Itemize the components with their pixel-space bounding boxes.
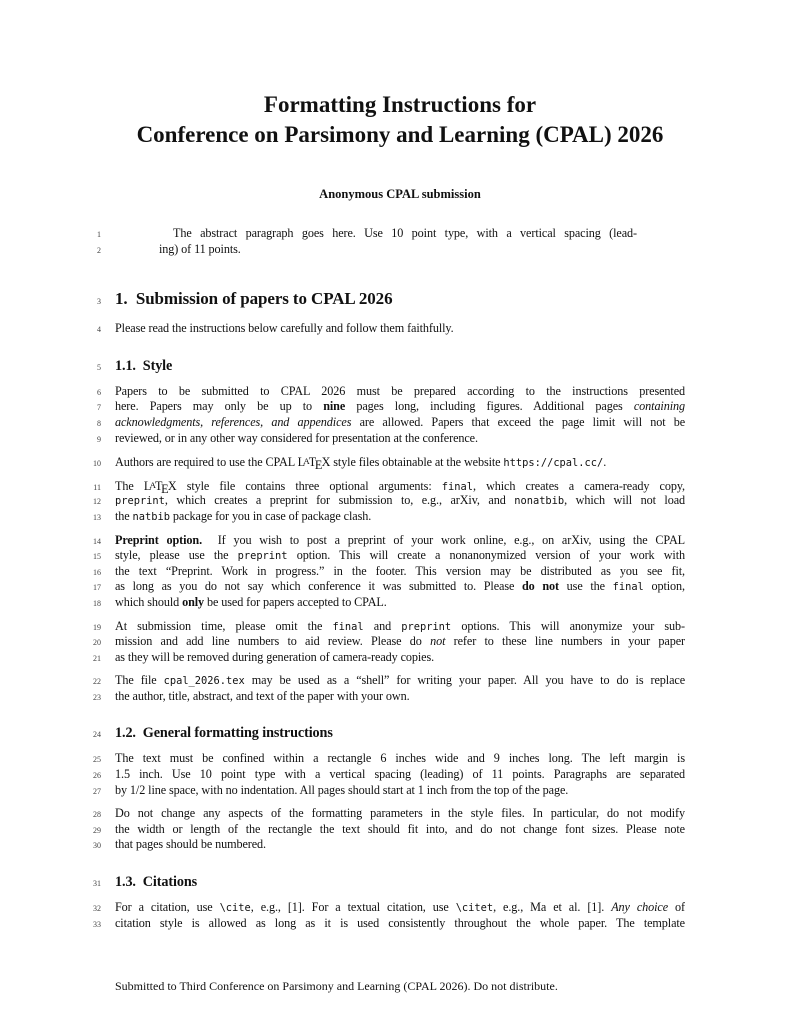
line-text: as they will be removed during generation of camera-ready copies.: [115, 649, 435, 664]
line-text: The LATEX style file contains three optional arguments: final, which creates a camera-ready copy,: [115, 478, 685, 494]
emphasis-text: not: [430, 634, 446, 649]
line-number: 26: [93, 771, 101, 781]
line-text: Preprint option. If you wish to post a preprint of your work online, e.g., on arXiv, using the CPAL: [115, 532, 685, 547]
text-line: [73, 650, 685, 666]
code-text: \cite: [219, 902, 251, 915]
line-text: The abstract paragraph goes here. Use 10 point type, with a vertical spacing (lead-: [173, 226, 637, 240]
code-text: cpal_2026.tex: [163, 675, 245, 688]
line-text: 1.5 inch. Use 10 point type with a vertical spacing (leading) of 11 points. Paragraphs are separated: [115, 767, 685, 782]
line-number: 20: [93, 638, 101, 648]
text-line: [73, 806, 685, 822]
text-line: [73, 242, 685, 258]
line-text: 1.1. Style: [115, 357, 173, 374]
emphasis-text: Preprint option.: [115, 532, 203, 547]
line-text: mission and add line numbers to aid review. Please do not refer to these line numbers in your paper: [115, 634, 685, 649]
line-text: Papers to be submitted to CPAL 2026 must be prepared according to the instructions presented: [115, 383, 685, 398]
line-text: the author, title, abstract, and text of the paper with your own.: [115, 688, 410, 703]
line-text: that pages should be numbered.: [115, 837, 266, 852]
text-line: [73, 767, 685, 783]
code-text: preprint: [237, 550, 288, 563]
line-text: the text “Preprint. Work in progress.” in the footer. This version may be distributed as you see fit,: [115, 563, 685, 578]
text-line: [73, 900, 685, 916]
line-text: Authors are required to use the CPAL LATEX style files obtainable at the website https://cpal.cc/.: [115, 455, 607, 470]
line-number: 8: [97, 418, 101, 428]
text-line: [73, 751, 685, 767]
line-text: by 1/2 line space, with no indentation. All pages should start at 1 inch from the top of the page.: [115, 782, 569, 797]
text-line: [73, 564, 685, 580]
line-number: 7: [97, 403, 101, 413]
line-text: 1.2. General formatting instructions: [115, 725, 333, 742]
emphasis-text: containing: [633, 399, 685, 414]
code-text: nonatbib: [514, 495, 565, 508]
paper-title-line-1: Formatting Instructions for: [263, 92, 537, 117]
line-number: 3: [97, 297, 101, 307]
line-number: 21: [93, 653, 101, 663]
line-number: 33: [93, 919, 101, 929]
heading-line: [73, 287, 685, 312]
code-text: \citet: [455, 902, 494, 915]
front-matter: [115, 0, 685, 202]
paper-content: [73, 0, 685, 931]
line-number: 16: [93, 567, 101, 577]
line-number: 17: [93, 583, 101, 593]
line-number: 13: [93, 512, 101, 522]
document-lines: [73, 226, 685, 931]
line-number: 14: [93, 536, 101, 546]
line-number: 1: [97, 230, 101, 239]
text-line: [73, 509, 685, 525]
line-number: 29: [93, 825, 101, 835]
emphasis-text: Any choice: [611, 900, 669, 915]
line-number: 6: [97, 387, 101, 397]
text-line: [73, 579, 685, 595]
code-text: natbib: [132, 510, 170, 523]
text-line: [73, 226, 685, 242]
line-number: 9: [97, 434, 101, 444]
line-number: 15: [93, 552, 101, 562]
line-text: as long as you do not say which conference it was submitted to. Please do not use the final option,: [115, 579, 685, 594]
line-text: At submission time, please omit the final and preprint options. This will anonymize your sub-: [115, 618, 685, 633]
text-line: [73, 595, 685, 611]
text-line: [73, 454, 685, 470]
line-text: the width or length of the rectangle the text should fit into, and do not change font sizes. Please note: [115, 821, 685, 836]
emphasis-text: acknowledgments, references, and appendices: [115, 414, 352, 429]
line-number: 5: [97, 362, 101, 372]
emphasis-text: nine: [323, 399, 346, 414]
line-text: here. Papers may only be up to nine pages long, including figures. Additional pages containing: [115, 399, 685, 414]
text-line: [73, 321, 685, 337]
text-line: [73, 783, 685, 799]
line-text: The file cpal_2026.tex may be used as a “shell” for writing your paper. All you have to do is replace: [115, 673, 685, 688]
code-text: preprint: [401, 620, 452, 633]
line-text: reviewed, or in any other way considered for presentation at the conference.: [115, 430, 478, 445]
paper-title-line-2: Conference on Parsimony and Learning (CPAL) 2026: [136, 122, 664, 147]
code-text: final: [612, 581, 644, 594]
paper-title: [115, 90, 685, 150]
code-text: final: [332, 620, 364, 633]
line-text: style, please use the preprint option. This will create a nonanonymized version of your work with: [115, 548, 685, 563]
line-text: For a citation, use \cite, e.g., [1]. For a textual citation, use \citet, e.g., Ma et al. [1]. Any choice of: [115, 900, 685, 915]
text-line: [73, 533, 685, 549]
line-text: 1.3. Citations: [115, 874, 198, 891]
line-number: 32: [93, 904, 101, 914]
footer-notice: Submitted to Third Conference on Parsimony and Learning (CPAL 2026). Do not distribute.: [115, 979, 558, 993]
line-number: 22: [93, 677, 101, 687]
text-line: [73, 822, 685, 838]
latex-logo: LATEX: [143, 478, 177, 494]
code-text: preprint: [115, 495, 165, 508]
line-text: Please read the instructions below carefully and follow them faithfully.: [115, 321, 454, 336]
text-line: [73, 399, 685, 415]
text-line: [73, 431, 685, 447]
text-line: [73, 837, 685, 853]
text-line: [73, 384, 685, 400]
line-number: 28: [93, 810, 101, 820]
line-number: 11: [93, 482, 101, 492]
text-line: [73, 689, 685, 705]
line-text: the natbib package for you in case of package clash.: [115, 508, 372, 523]
code-text: https://cpal.cc/: [503, 457, 604, 470]
line-text: The text must be confined within a rectangle 6 inches wide and 9 inches long. The left margin is: [115, 751, 685, 766]
text-line: [73, 619, 685, 635]
text-line: [73, 548, 685, 564]
heading-line: [73, 357, 685, 376]
line-number: 24: [93, 730, 101, 740]
author-line: Anonymous CPAL submission: [319, 187, 481, 201]
line-number: 18: [93, 598, 101, 608]
line-text: Do not change any aspects of the formatting parameters in the style files. In particular, do not modify: [115, 806, 685, 821]
heading-line: [73, 873, 685, 892]
line-text: preprint, which creates a preprint for submission to, e.g., arXiv, and nonatbib, which will not load: [115, 493, 685, 508]
emphasis-text: only: [182, 594, 205, 609]
line-number: 30: [93, 841, 101, 851]
line-number: 2: [97, 245, 101, 255]
line-number: 31: [93, 879, 101, 889]
text-line: [73, 916, 685, 932]
line-number: 12: [93, 497, 101, 507]
text-line: [73, 634, 685, 650]
line-text: citation style is allowed as long as it is used consistently throughout the whole paper. The template: [115, 915, 685, 930]
line-number: 19: [93, 622, 101, 632]
heading-line: [73, 724, 685, 743]
line-number: 23: [93, 692, 101, 702]
line-number: 10: [93, 459, 101, 469]
text-line: [73, 415, 685, 431]
line-number: 4: [97, 325, 101, 335]
text-line: [73, 493, 685, 509]
line-number: 25: [93, 755, 101, 765]
text-line: [73, 673, 685, 689]
code-text: final: [441, 480, 473, 493]
line-text: acknowledgments, references, and appendices are allowed. Papers that exceed the page limit will not be: [115, 414, 685, 429]
line-text: 1. Submission of papers to CPAL 2026: [115, 289, 393, 309]
latex-logo: LATEX: [297, 455, 331, 470]
text-line: [73, 478, 685, 494]
line-number: 27: [93, 786, 101, 796]
line-text: which should only be used for papers accepted to CPAL.: [115, 594, 387, 609]
emphasis-text: do not: [521, 579, 559, 594]
line-text: ing) of 11 points.: [159, 241, 241, 256]
